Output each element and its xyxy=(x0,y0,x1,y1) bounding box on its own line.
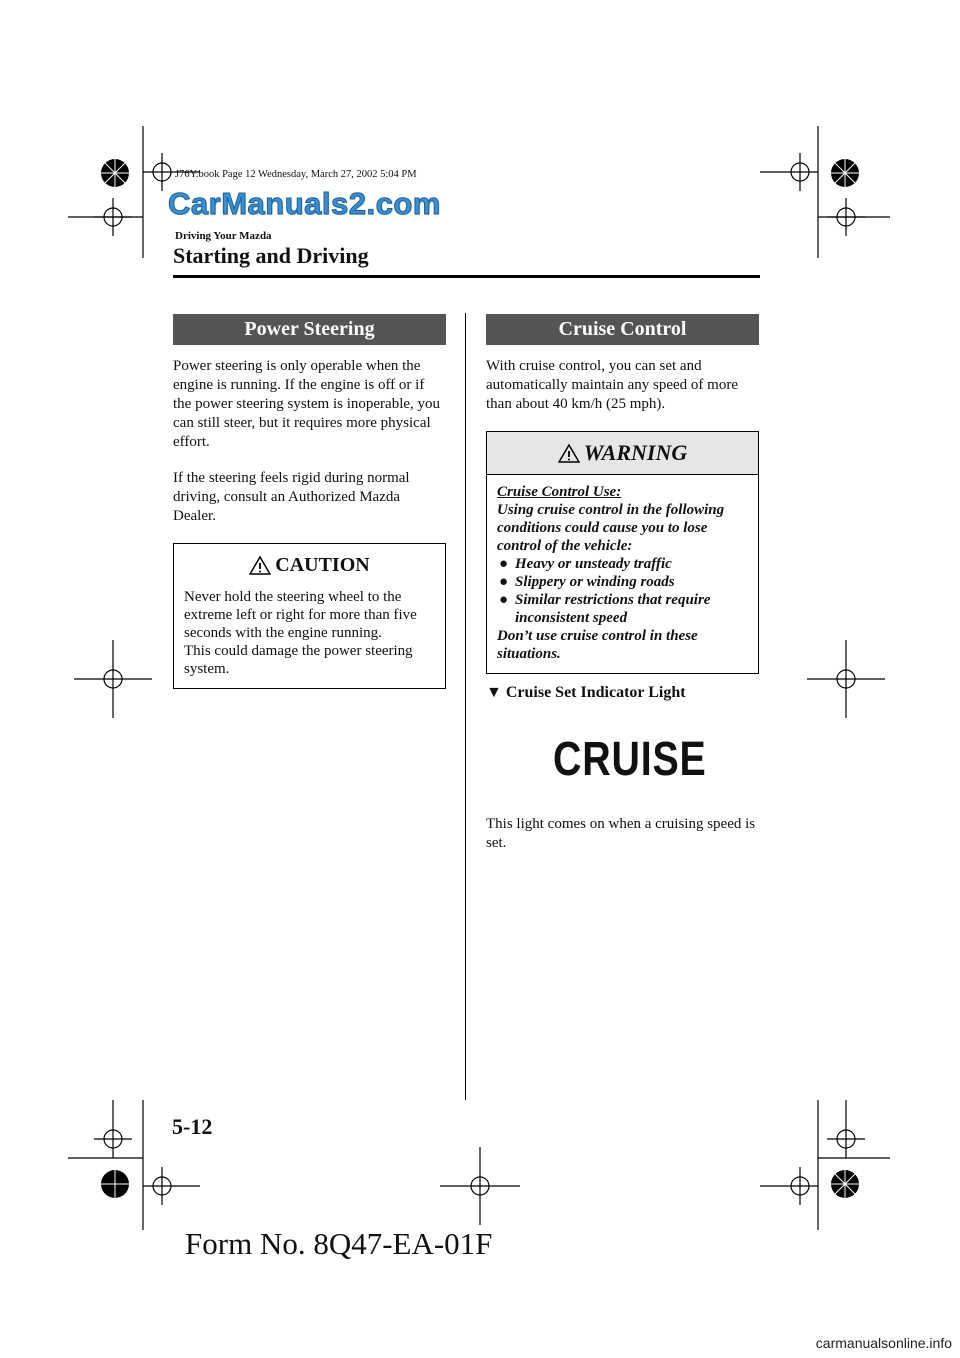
form-number: Form No. 8Q47-EA-01F xyxy=(185,1226,493,1261)
caution-text: Never hold the steering wheel to the extreme left or right for more than five seconds with the engine running. xyxy=(184,589,417,641)
power-steering-text xyxy=(173,357,446,526)
cruise-control-banner: Cruise Control xyxy=(486,314,759,345)
list-item: ● Similar restrictions that require inconsistent speed xyxy=(499,592,711,626)
triangle-down-icon: ▼ xyxy=(486,684,502,701)
caution-header xyxy=(174,544,445,586)
page-number: 5-12 xyxy=(172,1114,213,1139)
warning-triangle-icon xyxy=(249,555,271,575)
section-breadcrumb: Driving Your Mazda xyxy=(175,230,272,242)
indicator-area xyxy=(486,702,759,812)
cruise-intro xyxy=(486,357,759,414)
warning-lead: Using cruise control in the following conditions could cause you to lose control of the vehicle: xyxy=(497,502,725,554)
caution-heading: CAUTION xyxy=(275,554,370,576)
right-column xyxy=(486,314,759,870)
paragraph: With cruise control, you can set and automatically maintain any speed of more than about 40 km/h (25 mph). xyxy=(486,358,738,412)
warning-body xyxy=(487,475,758,673)
print-info: J76Y.book Page 12 Wednesday, March 27, 2002 5:04 PM xyxy=(175,169,417,180)
warning-closing: Don’t use cruise control in these situations. xyxy=(497,628,698,662)
bullet-icon: ● xyxy=(499,592,509,608)
paragraph: If the steering feels rigid during normal driving, consult an Authorized Mazda Dealer. xyxy=(173,470,410,524)
caution-box xyxy=(173,543,446,689)
watermark-logo[interactable]: CarManuals2.com xyxy=(168,186,441,221)
warning-box xyxy=(486,431,759,674)
page-title: Starting and Driving xyxy=(173,243,369,268)
footer-site-link[interactable]: carmanualsonline.info xyxy=(815,1335,952,1351)
list-item: ● Slippery or winding roads xyxy=(499,574,675,590)
title-rule xyxy=(173,275,760,278)
paragraph: This light comes on when a cruising speed is set. xyxy=(486,816,756,851)
indicator-description xyxy=(486,815,759,853)
warning-title: Cruise Control Use: xyxy=(497,484,622,500)
warning-list xyxy=(497,555,748,627)
list-item: ● Heavy or unsteady traffic xyxy=(499,556,672,572)
bullet-icon: ● xyxy=(499,556,509,572)
left-column xyxy=(173,314,446,689)
caution-text-2: This could damage the power steering system. xyxy=(184,643,413,677)
paragraph: Power steering is only operable when the engine is running. If the engine is off or if the power steering system is inoperable, you can still steer, but it requires more physical effort. xyxy=(173,358,441,450)
cruise-indicator-subheading xyxy=(486,684,759,702)
warning-heading: WARNING xyxy=(583,440,688,465)
subheading-text: Cruise Set Indicator Light xyxy=(505,684,686,701)
warning-triangle-icon xyxy=(558,443,580,463)
column-divider xyxy=(465,313,466,1100)
power-steering-banner: Power Steering xyxy=(173,314,446,345)
bullet-icon: ● xyxy=(499,574,509,590)
cruise-indicator-graphic: CRUISE xyxy=(553,733,707,786)
caution-body xyxy=(174,586,445,688)
warning-header xyxy=(487,432,758,475)
